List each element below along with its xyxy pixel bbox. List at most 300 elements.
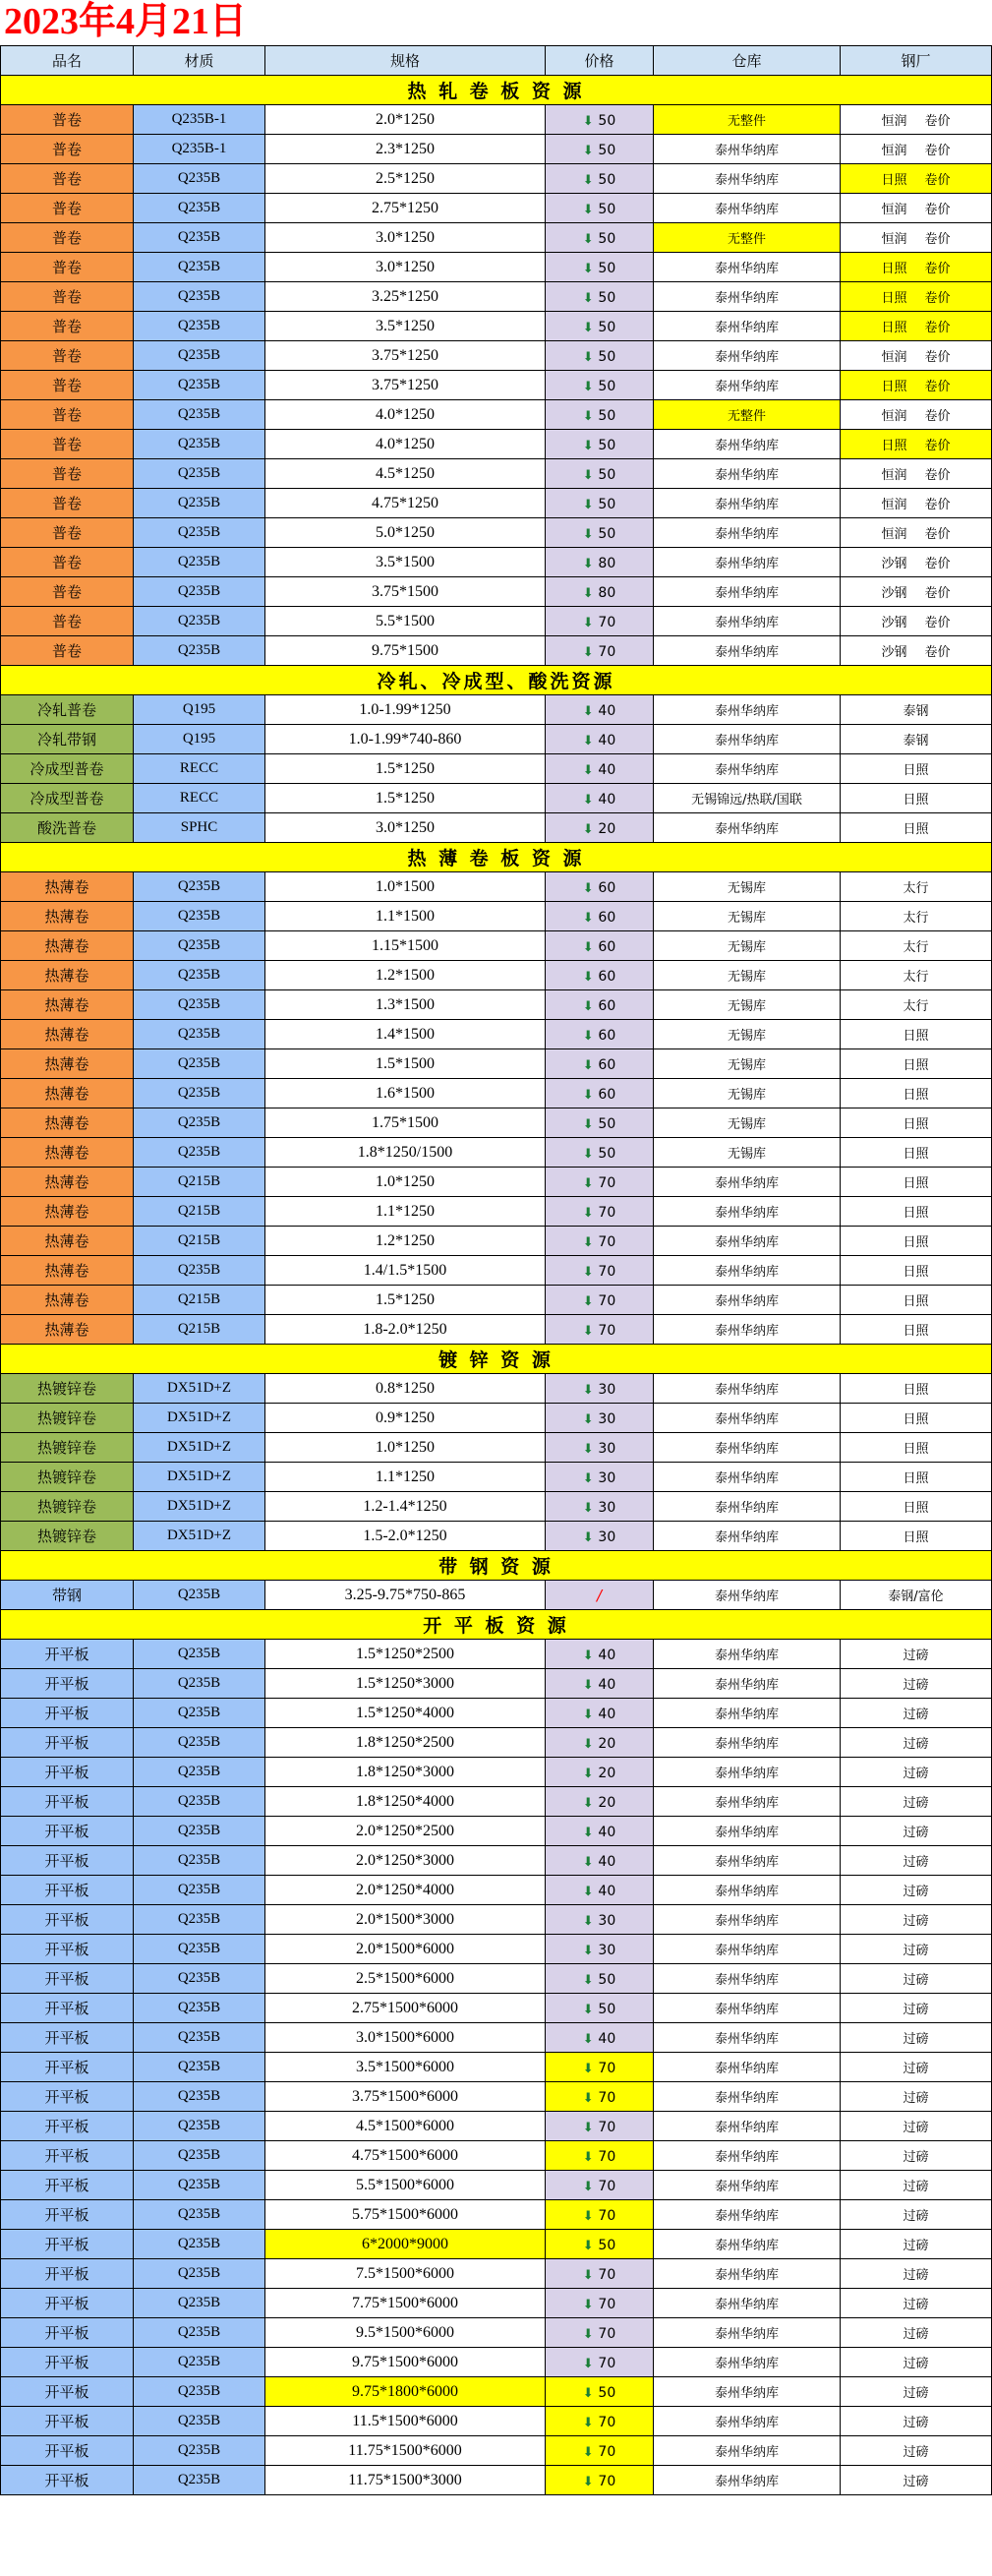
price-value: 20 [598, 1765, 616, 1781]
price-value: 50 [598, 230, 616, 247]
price-cell [546, 813, 654, 843]
price-cell [546, 1049, 654, 1079]
price-cell [546, 2171, 654, 2200]
table-row [1, 341, 992, 371]
price-value: 50 [598, 319, 616, 335]
product-name-cell: 冷轧带钢 [1, 725, 134, 754]
product-name-cell: 热薄卷 [1, 1168, 134, 1197]
warehouse-cell: 泰州华纳库 [654, 1433, 841, 1463]
spec-cell: 2.75*1250 [265, 194, 546, 223]
product-name-cell: 热薄卷 [1, 961, 134, 990]
table-row [1, 430, 992, 459]
table-row [1, 1492, 992, 1522]
warehouse-cell: 泰州华纳库 [654, 135, 841, 164]
warehouse-cell: 泰州华纳库 [654, 2377, 841, 2407]
spec-cell: 5.5*1500*6000 [265, 2171, 546, 2200]
down-arrow-icon: ⬇ [582, 1795, 594, 1811]
mill-cell [841, 1020, 992, 1049]
material-cell: Q235B [134, 1935, 265, 1964]
product-name-cell: 开平板 [1, 2023, 134, 2053]
price-cell [546, 1935, 654, 1964]
down-arrow-icon: ⬇ [582, 2474, 594, 2489]
material-cell: Q235B [134, 2436, 265, 2466]
material-cell: Q235B [134, 459, 265, 489]
table-row [1, 2112, 992, 2141]
mill-price-type: 卷价 [924, 498, 951, 512]
price-value: 50 [598, 260, 616, 276]
material-cell: Q235B [134, 2348, 265, 2377]
down-arrow-icon: ⬇ [582, 1943, 594, 1958]
table-row [1, 1049, 992, 1079]
down-arrow-icon: ⬇ [582, 2267, 594, 2283]
table-row [1, 725, 992, 754]
spec-cell: 1.4/1.5*1500 [265, 1256, 546, 1286]
price-cell [546, 1433, 654, 1463]
material-cell: Q235B [134, 2023, 265, 2053]
header-row [1, 46, 992, 76]
mill-price-type: 卷价 [924, 262, 951, 276]
mill-cell [841, 2289, 992, 2318]
mill-cell [841, 1168, 992, 1197]
table-row [1, 1138, 992, 1168]
mill-name: 过磅 [903, 2386, 929, 2401]
mill-name: 过磅 [903, 1914, 929, 1929]
mill-name: 恒润 [881, 350, 907, 365]
mill-name: 过磅 [903, 1796, 929, 1811]
price-value: 40 [598, 1824, 616, 1840]
price-cell [546, 1876, 654, 1905]
price-cell [546, 1817, 654, 1846]
down-arrow-icon: ⬇ [582, 290, 594, 306]
spec-cell: 3.5*1500 [265, 548, 546, 577]
spec-cell: 1.5*1250*2500 [265, 1640, 546, 1669]
mill-price-type: 卷价 [924, 439, 951, 453]
mill-cell [841, 135, 992, 164]
spec-cell: 1.3*1500 [265, 990, 546, 1020]
down-arrow-icon: ⬇ [582, 438, 594, 453]
table-row [1, 1020, 992, 1049]
price-value: 50 [598, 2384, 616, 2401]
down-arrow-icon: ⬇ [582, 1972, 594, 1988]
mill-name: 恒润 [881, 527, 907, 542]
mill-cell [841, 253, 992, 282]
mill-name: 日照 [903, 1235, 929, 1250]
material-cell: Q235B [134, 400, 265, 430]
table-row [1, 194, 992, 223]
material-cell: Q235B [134, 2053, 265, 2082]
product-name-cell: 普卷 [1, 223, 134, 253]
price-value: 70 [598, 2119, 616, 2135]
price-cell [546, 695, 654, 725]
mill-cell [841, 1138, 992, 1168]
mill-name: 泰钢 [903, 734, 929, 749]
material-cell: Q235B [134, 548, 265, 577]
mill-cell [841, 1492, 992, 1522]
mill-cell [841, 872, 992, 902]
mill-name: 日照 [903, 1442, 929, 1457]
price-value: 70 [598, 2325, 616, 2342]
table-row [1, 1463, 992, 1492]
material-cell: DX51D+Z [134, 1433, 265, 1463]
section-header-row [1, 843, 992, 872]
spec-cell: 6*2000*9000 [265, 2230, 546, 2259]
mill-name: 过磅 [903, 1737, 929, 1752]
warehouse-cell: 泰州华纳库 [654, 1964, 841, 1994]
warehouse-cell: 无锡库 [654, 990, 841, 1020]
mill-name: 过磅 [903, 2091, 929, 2106]
mill-cell [841, 1049, 992, 1079]
mill-name: 日照 [881, 173, 907, 188]
header-spec: 规格 [265, 46, 546, 76]
table-row [1, 489, 992, 518]
product-name-cell: 普卷 [1, 312, 134, 341]
spec-cell: 3.0*1500*6000 [265, 2023, 546, 2053]
spec-cell: 1.4*1500 [265, 1020, 546, 1049]
spec-cell: 9.75*1800*6000 [265, 2377, 546, 2407]
mill-name: 日照 [881, 439, 907, 453]
down-arrow-icon: ⬇ [582, 939, 594, 955]
material-cell: Q235B [134, 2466, 265, 2495]
down-arrow-icon: ⬇ [582, 1264, 594, 1280]
page-title: 2023年4月21日 [4, 1, 248, 42]
product-name-cell: 开平板 [1, 2141, 134, 2171]
product-name-cell: 开平板 [1, 1964, 134, 1994]
mill-name: 过磅 [903, 2357, 929, 2371]
mill-name: 过磅 [903, 2327, 929, 2342]
section-title: 镀 锌 资 源 [1, 1345, 992, 1374]
mill-name: 日照 [881, 380, 907, 394]
warehouse-cell: 泰州华纳库 [654, 1256, 841, 1286]
price-value: 30 [598, 1499, 616, 1516]
price-value: 20 [598, 820, 616, 837]
price-value: 40 [598, 2030, 616, 2047]
mill-cell [841, 2053, 992, 2082]
mill-name: 恒润 [881, 498, 907, 512]
price-cell [546, 784, 654, 813]
price-cell [546, 1108, 654, 1138]
mill-cell [841, 1256, 992, 1286]
price-cell [546, 902, 654, 931]
warehouse-cell: 泰州华纳库 [654, 2407, 841, 2436]
mill-name: 太行 [903, 911, 929, 926]
mill-name: 过磅 [903, 1826, 929, 1840]
product-name-cell: 热镀锌卷 [1, 1404, 134, 1433]
material-cell: Q215B [134, 1315, 265, 1345]
table-row [1, 1404, 992, 1433]
mill-name: 日照 [903, 793, 929, 808]
mill-cell [841, 1079, 992, 1108]
table-row [1, 636, 992, 666]
material-cell: Q235B [134, 931, 265, 961]
price-cell [546, 1168, 654, 1197]
price-value: 40 [598, 761, 616, 778]
down-arrow-icon: ⬇ [582, 231, 594, 247]
table-row [1, 371, 992, 400]
spec-cell: 2.0*1250*2500 [265, 1817, 546, 1846]
mill-name: 过磅 [903, 2121, 929, 2135]
price-value: 40 [598, 1883, 616, 1899]
table-row [1, 695, 992, 725]
warehouse-cell: 无锡库 [654, 872, 841, 902]
spec-cell: 1.0-1.99*1250 [265, 695, 546, 725]
mill-name: 太行 [903, 940, 929, 955]
warehouse-cell: 泰州华纳库 [654, 2112, 841, 2141]
warehouse-cell: 泰州华纳库 [654, 2318, 841, 2348]
warehouse-cell: 无锡库 [654, 902, 841, 931]
price-cell [546, 194, 654, 223]
price-cell [546, 725, 654, 754]
price-cell [546, 2289, 654, 2318]
mill-name: 日照 [903, 763, 929, 778]
mill-name: 日照 [903, 1471, 929, 1486]
mill-cell [841, 2200, 992, 2230]
material-cell: Q235B [134, 2082, 265, 2112]
price-cell [546, 548, 654, 577]
mill-name: 过磅 [903, 2180, 929, 2194]
price-value: 50 [598, 2001, 616, 2017]
material-cell: Q235B [134, 430, 265, 459]
material-cell: Q235B [134, 1699, 265, 1728]
mill-cell [841, 1640, 992, 1669]
product-name-cell: 普卷 [1, 636, 134, 666]
material-cell: Q235B [134, 2377, 265, 2407]
mill-cell [841, 1404, 992, 1433]
price-value: 70 [598, 614, 616, 630]
price-value: 50 [598, 171, 616, 188]
warehouse-cell: 泰州华纳库 [654, 636, 841, 666]
table-row [1, 1286, 992, 1315]
price-cell [546, 1404, 654, 1433]
down-arrow-icon: ⬇ [582, 379, 594, 394]
mill-name: 日照 [903, 1206, 929, 1221]
warehouse-cell: 泰州华纳库 [654, 1227, 841, 1256]
material-cell: Q235B-1 [134, 105, 265, 135]
mill-price-type: 卷价 [924, 616, 951, 630]
spec-cell: 3.25*1250 [265, 282, 546, 312]
mill-cell [841, 518, 992, 548]
mill-name: 日照 [903, 1412, 929, 1427]
spec-cell: 1.6*1500 [265, 1079, 546, 1108]
table-row [1, 1935, 992, 1964]
price-value: 40 [598, 1647, 616, 1663]
down-arrow-icon: ⬇ [582, 1766, 594, 1781]
material-cell: Q235B [134, 1020, 265, 1049]
table-row [1, 2466, 992, 2495]
warehouse-cell: 泰州华纳库 [654, 2171, 841, 2200]
warehouse-cell: 泰州华纳库 [654, 2200, 841, 2230]
price-value: 50 [598, 525, 616, 542]
spec-cell: 1.2*1500 [265, 961, 546, 990]
price-value: / [596, 1586, 603, 1604]
material-cell: Q235B [134, 2112, 265, 2141]
spec-cell: 3.75*1500*6000 [265, 2082, 546, 2112]
warehouse-cell: 泰州华纳库 [654, 459, 841, 489]
spec-cell: 1.1*1250 [265, 1463, 546, 1492]
table-row [1, 1640, 992, 1669]
price-value: 70 [598, 2089, 616, 2106]
price-cell [546, 1787, 654, 1817]
down-arrow-icon: ⬇ [582, 2002, 594, 2017]
product-name-cell: 开平板 [1, 1787, 134, 1817]
spec-cell: 1.15*1500 [265, 931, 546, 961]
table-row [1, 1168, 992, 1197]
spec-cell: 11.75*1500*6000 [265, 2436, 546, 2466]
product-name-cell: 开平板 [1, 1935, 134, 1964]
table-row [1, 961, 992, 990]
down-arrow-icon: ⬇ [582, 408, 594, 424]
material-cell: Q235B [134, 961, 265, 990]
price-value: 30 [598, 1528, 616, 1545]
price-cell [546, 1581, 654, 1610]
down-arrow-icon: ⬇ [582, 762, 594, 778]
product-name-cell: 普卷 [1, 371, 134, 400]
warehouse-cell: 泰州华纳库 [654, 430, 841, 459]
spec-cell: 11.75*1500*3000 [265, 2466, 546, 2495]
mill-cell [841, 577, 992, 607]
material-cell: DX51D+Z [134, 1522, 265, 1551]
material-cell: Q235B [134, 2259, 265, 2289]
mill-cell [841, 2141, 992, 2171]
material-cell: Q235B [134, 341, 265, 371]
price-value: 70 [598, 1322, 616, 1339]
spec-cell: 7.75*1500*6000 [265, 2289, 546, 2318]
mill-cell [841, 105, 992, 135]
warehouse-cell: 无锡库 [654, 1108, 841, 1138]
warehouse-cell: 泰州华纳库 [654, 725, 841, 754]
warehouse-cell: 泰州华纳库 [654, 253, 841, 282]
warehouse-cell: 泰州华纳库 [654, 2466, 841, 2495]
table-row [1, 223, 992, 253]
warehouse-cell: 泰州华纳库 [654, 1846, 841, 1876]
table-row [1, 164, 992, 194]
table-row [1, 1315, 992, 1345]
price-cell [546, 931, 654, 961]
mill-cell [841, 725, 992, 754]
mill-cell [841, 636, 992, 666]
product-name-cell: 开平板 [1, 2377, 134, 2407]
table-row [1, 1227, 992, 1256]
spec-cell: 3.0*1250 [265, 223, 546, 253]
price-value: 50 [598, 289, 616, 306]
table-row [1, 2023, 992, 2053]
down-arrow-icon: ⬇ [582, 2179, 594, 2194]
warehouse-cell: 泰州华纳库 [654, 1463, 841, 1492]
material-cell: Q235B [134, 1581, 265, 1610]
price-cell [546, 1758, 654, 1787]
price-value: 70 [598, 1292, 616, 1309]
product-name-cell: 开平板 [1, 1728, 134, 1758]
price-cell [546, 1315, 654, 1345]
table-row [1, 1846, 992, 1876]
spec-cell: 1.75*1500 [265, 1108, 546, 1138]
product-name-cell: 普卷 [1, 489, 134, 518]
price-cell [546, 2200, 654, 2230]
down-arrow-icon: ⬇ [582, 172, 594, 188]
down-arrow-icon: ⬇ [582, 261, 594, 276]
table-row [1, 2348, 992, 2377]
table-row [1, 2141, 992, 2171]
spec-cell: 1.0*1250 [265, 1433, 546, 1463]
material-cell: Q235B [134, 312, 265, 341]
down-arrow-icon: ⬇ [582, 2297, 594, 2312]
down-arrow-icon: ⬇ [582, 2149, 594, 2165]
material-cell: Q235B [134, 282, 265, 312]
down-arrow-icon: ⬇ [582, 467, 594, 483]
down-arrow-icon: ⬇ [582, 2031, 594, 2047]
mill-price-type: 卷价 [924, 468, 951, 483]
table-row [1, 1964, 992, 1994]
price-value: 50 [598, 2237, 616, 2253]
price-cell [546, 105, 654, 135]
price-value: 70 [598, 2443, 616, 2460]
price-cell [546, 872, 654, 902]
material-cell: Q235B [134, 1994, 265, 2023]
mill-cell [841, 1581, 992, 1610]
mill-name: 过磅 [903, 1973, 929, 1988]
table-row [1, 1669, 992, 1699]
down-arrow-icon: ⬇ [582, 1677, 594, 1693]
price-cell [546, 400, 654, 430]
mill-cell [841, 1758, 992, 1787]
down-arrow-icon: ⬇ [582, 644, 594, 660]
mill-cell [841, 961, 992, 990]
spec-cell: 1.5-2.0*1250 [265, 1522, 546, 1551]
down-arrow-icon: ⬇ [582, 1382, 594, 1398]
product-name-cell: 热薄卷 [1, 1020, 134, 1049]
price-cell [546, 577, 654, 607]
material-cell: Q235B [134, 1964, 265, 1994]
product-name-cell: 热薄卷 [1, 1256, 134, 1286]
product-name-cell: 普卷 [1, 548, 134, 577]
mill-name: 过磅 [903, 1855, 929, 1870]
down-arrow-icon: ⬇ [582, 969, 594, 985]
mill-cell [841, 489, 992, 518]
product-name-cell: 开平板 [1, 1758, 134, 1787]
price-value: 70 [598, 1204, 616, 1221]
price-cell [546, 1994, 654, 2023]
product-name-cell: 开平板 [1, 1699, 134, 1728]
mill-name: 沙钢 [881, 586, 907, 601]
down-arrow-icon: ⬇ [582, 1707, 594, 1722]
price-cell [546, 1964, 654, 1994]
down-arrow-icon: ⬇ [582, 2120, 594, 2135]
spec-cell: 2.0*1500*3000 [265, 1905, 546, 1935]
price-cell [546, 1905, 654, 1935]
mill-cell [841, 784, 992, 813]
table-row [1, 2230, 992, 2259]
table-row [1, 105, 992, 135]
table-row [1, 2053, 992, 2082]
down-arrow-icon: ⬇ [582, 1323, 594, 1339]
mill-price-type: 卷价 [924, 645, 951, 660]
mill-cell [841, 1964, 992, 1994]
price-value: 70 [598, 2148, 616, 2165]
mill-name: 沙钢 [881, 557, 907, 571]
material-cell: Q235B [134, 2141, 265, 2171]
price-value: 40 [598, 702, 616, 719]
mill-cell [841, 754, 992, 784]
down-arrow-icon: ⬇ [582, 1529, 594, 1545]
table-row [1, 1758, 992, 1787]
product-name-cell: 开平板 [1, 2436, 134, 2466]
warehouse-cell: 泰州华纳库 [654, 1374, 841, 1404]
spec-cell: 1.0*1250 [265, 1168, 546, 1197]
down-arrow-icon: ⬇ [582, 585, 594, 601]
warehouse-cell: 无锡库 [654, 931, 841, 961]
material-cell: Q235B [134, 2289, 265, 2318]
material-cell: Q235B [134, 1817, 265, 1846]
price-value: 50 [598, 378, 616, 394]
